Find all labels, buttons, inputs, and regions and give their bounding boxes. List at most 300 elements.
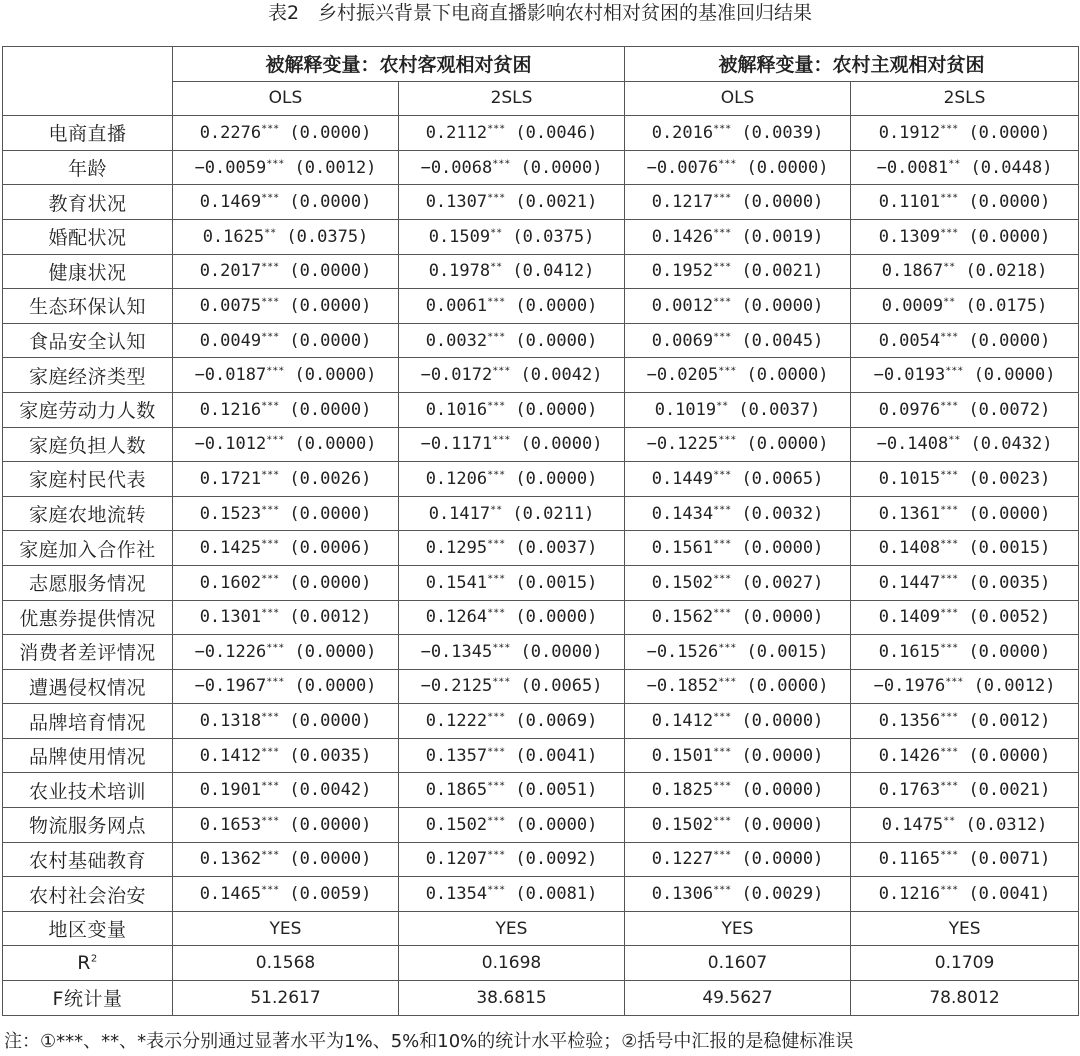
variable-name: 农村社会治安 [3, 877, 173, 912]
table-row [3, 323, 1079, 358]
coefficient-cell [625, 358, 851, 393]
significance-stars: *** [492, 676, 511, 688]
significance-stars: *** [945, 676, 964, 688]
significance-stars: *** [261, 607, 280, 619]
significance-stars: *** [487, 469, 506, 481]
coefficient-cell [851, 185, 1079, 220]
method-header: 2SLS [399, 81, 625, 116]
variable-name: 品牌培育情况 [3, 704, 173, 739]
coefficient-cell [851, 669, 1079, 704]
corner-cell [3, 47, 173, 116]
coefficient-cell [625, 150, 851, 185]
significance-stars: *** [940, 884, 959, 896]
coefficient-value: 0.0976 [878, 399, 941, 420]
standard-error: (0.0081) [515, 884, 598, 905]
significance-stars: *** [713, 330, 732, 342]
standard-error: (0.0000) [746, 365, 829, 386]
coefficient-value: 0.1502 [651, 572, 714, 593]
coefficient-value: −0.0059 [194, 157, 267, 178]
coefficient-cell [625, 877, 851, 912]
significance-stars: *** [940, 607, 959, 619]
variable-name: 品牌使用情况 [3, 738, 173, 773]
standard-error: (0.0026) [289, 468, 372, 489]
coefficient-cell [173, 219, 399, 254]
coefficient-value: −0.0172 [420, 365, 493, 386]
standard-error: (0.0035) [289, 745, 372, 766]
standard-error: (0.0432) [970, 434, 1053, 455]
summary-label [3, 981, 173, 1016]
superscript: 2 [90, 953, 98, 965]
table-row [3, 669, 1079, 704]
table-row [3, 496, 1079, 531]
significance-stars: *** [487, 884, 506, 896]
table-row [3, 808, 1079, 843]
significance-stars: *** [261, 780, 280, 792]
standard-error: (0.0000) [294, 641, 377, 662]
significance-stars: *** [713, 607, 732, 619]
coefficient-value: 0.1865 [425, 780, 488, 801]
coefficient-cell [625, 565, 851, 600]
standard-error: (0.0375) [512, 226, 595, 247]
standard-error: (0.0000) [741, 780, 824, 801]
coefficient-cell [173, 738, 399, 773]
coefficient-cell [625, 462, 851, 497]
coefficient-value: 0.0009 [881, 295, 944, 316]
standard-error: (0.0000) [515, 330, 598, 351]
significance-stars: *** [713, 573, 732, 585]
coefficient-cell [851, 773, 1079, 808]
coefficient-cell [851, 738, 1079, 773]
header-row-groups [3, 47, 1079, 82]
coefficient-cell [625, 600, 851, 635]
summary-row [3, 946, 1079, 981]
significance-stars: *** [713, 503, 732, 515]
standard-error: (0.0000) [968, 330, 1051, 351]
summary-value: 51.2617 [173, 981, 399, 1016]
summary-row [3, 911, 1079, 946]
significance-stars: *** [713, 780, 732, 792]
standard-error: (0.0000) [968, 503, 1051, 524]
significance-stars: *** [492, 642, 511, 654]
standard-error: (0.0000) [968, 226, 1051, 247]
summary-label [3, 911, 173, 946]
coefficient-value: 0.1952 [651, 261, 714, 282]
standard-error: (0.0071) [968, 849, 1051, 870]
standard-error: (0.0000) [515, 607, 598, 628]
standard-error: (0.0006) [289, 538, 372, 559]
table-row [3, 565, 1079, 600]
table-row [3, 773, 1079, 808]
coefficient-value: 0.1562 [651, 607, 714, 628]
significance-stars: ** [264, 227, 277, 239]
coefficient-value: −0.0193 [873, 365, 946, 386]
coefficient-value: 0.1357 [425, 745, 488, 766]
significance-stars: *** [940, 123, 959, 135]
coefficient-cell [625, 635, 851, 670]
variable-name: 农业技术培训 [3, 773, 173, 808]
variable-name: 消费者差评情况 [3, 635, 173, 670]
table-row [3, 600, 1079, 635]
coefficient-value: 0.1409 [878, 607, 941, 628]
significance-stars: *** [261, 296, 280, 308]
coefficient-value: −0.1226 [194, 641, 267, 662]
significance-stars: *** [487, 123, 506, 135]
method-header: 2SLS [851, 81, 1079, 116]
coefficient-value: 0.1625 [202, 226, 265, 247]
coefficient-cell [399, 565, 625, 600]
coefficient-cell [173, 531, 399, 566]
variable-name: 物流服务网点 [3, 808, 173, 843]
table-title: 表2 乡村振兴背景下电商直播影响农村相对贫困的基准回归结果 [267, 2, 813, 24]
significance-stars: *** [940, 400, 959, 412]
coefficient-value: 0.1356 [878, 711, 941, 732]
significance-stars: *** [266, 676, 285, 688]
standard-error: (0.0046) [515, 122, 598, 143]
standard-error: (0.0000) [289, 261, 372, 282]
coefficient-cell [399, 842, 625, 877]
standard-error: (0.0000) [746, 434, 829, 455]
coefficient-value: 0.1222 [425, 711, 488, 732]
standard-error: (0.0015) [746, 641, 829, 662]
significance-stars: *** [261, 746, 280, 758]
standard-error: (0.0000) [746, 157, 829, 178]
variable-name: 婚配状况 [3, 219, 173, 254]
standard-error: (0.0000) [746, 676, 829, 697]
coefficient-value: 0.2017 [199, 261, 262, 282]
summary-value: YES [851, 911, 1079, 946]
significance-stars: *** [261, 469, 280, 481]
significance-stars: *** [713, 849, 732, 861]
coefficient-value: −0.2125 [420, 676, 493, 697]
coefficient-cell [173, 116, 399, 151]
table-row [3, 877, 1079, 912]
standard-error: (0.0027) [741, 572, 824, 593]
coefficient-value: 0.0054 [878, 330, 941, 351]
coefficient-value: 0.1227 [651, 849, 714, 870]
coefficient-cell [851, 358, 1079, 393]
coefficient-value: −0.1012 [194, 434, 267, 455]
coefficient-cell [399, 392, 625, 427]
coefficient-value: 0.1469 [199, 192, 262, 213]
standard-error: (0.0000) [515, 814, 598, 835]
coefficient-value: 0.1412 [651, 711, 714, 732]
standard-error: (0.0000) [741, 745, 824, 766]
coefficient-cell [625, 323, 851, 358]
group-header-objective: 被解释变量：农村客观相对贫困 [173, 47, 625, 82]
coefficient-value: 0.1016 [425, 399, 488, 420]
significance-stars: *** [266, 365, 285, 377]
coefficient-value: −0.1526 [646, 641, 719, 662]
coefficient-cell [173, 150, 399, 185]
variable-name: 家庭农地流转 [3, 496, 173, 531]
significance-stars: *** [940, 538, 959, 550]
significance-stars: ** [490, 227, 503, 239]
standard-error: (0.0032) [741, 503, 824, 524]
coefficient-cell [399, 254, 625, 289]
standard-error: (0.0041) [968, 884, 1051, 905]
significance-stars: ** [943, 261, 956, 273]
coefficient-value: 0.1362 [199, 849, 262, 870]
coefficient-value: 0.1216 [199, 399, 262, 420]
standard-error: (0.0015) [515, 572, 598, 593]
standard-error: (0.0000) [289, 572, 372, 593]
table-row [3, 704, 1079, 739]
significance-stars: *** [940, 780, 959, 792]
significance-stars: *** [261, 503, 280, 515]
coefficient-cell [625, 254, 851, 289]
variable-name: 遭遇侵权情况 [3, 669, 173, 704]
coefficient-cell [399, 600, 625, 635]
coefficient-cell [399, 877, 625, 912]
coefficient-value: 0.1019 [654, 399, 717, 420]
significance-stars: *** [713, 192, 732, 204]
coefficient-value: 0.1653 [199, 814, 262, 835]
significance-stars: *** [940, 469, 959, 481]
variable-name: 电商直播 [3, 116, 173, 151]
standard-error: (0.0211) [512, 503, 595, 524]
coefficient-value: 0.1426 [651, 226, 714, 247]
coefficient-cell [399, 704, 625, 739]
significance-stars: *** [713, 815, 732, 827]
regression-table [2, 46, 1079, 1016]
significance-stars: *** [940, 711, 959, 723]
significance-stars: *** [261, 538, 280, 550]
coefficient-value: −0.1408 [876, 434, 949, 455]
summary-value: 0.1607 [625, 946, 851, 981]
coefficient-cell [399, 185, 625, 220]
coefficient-value: 0.1101 [878, 192, 941, 213]
coefficient-cell [625, 669, 851, 704]
standard-error: (0.0012) [289, 607, 372, 628]
significance-stars: *** [718, 434, 737, 446]
coefficient-cell [851, 635, 1079, 670]
significance-stars: *** [945, 365, 964, 377]
variable-name: 年龄 [3, 150, 173, 185]
standard-error: (0.0000) [968, 641, 1051, 662]
significance-stars: *** [487, 192, 506, 204]
coefficient-cell [851, 150, 1079, 185]
coefficient-cell [399, 427, 625, 462]
coefficient-value: −0.0076 [646, 157, 719, 178]
coefficient-cell [625, 219, 851, 254]
significance-stars: ** [948, 434, 961, 446]
coefficient-cell [399, 289, 625, 324]
coefficient-cell [399, 150, 625, 185]
significance-stars: *** [487, 780, 506, 792]
standard-error: (0.0021) [968, 780, 1051, 801]
coefficient-cell [851, 704, 1079, 739]
coefficient-cell [399, 496, 625, 531]
coefficient-cell [851, 808, 1079, 843]
coefficient-cell [173, 289, 399, 324]
coefficient-cell [851, 323, 1079, 358]
standard-error: (0.0000) [289, 192, 372, 213]
significance-stars: *** [492, 365, 511, 377]
variable-name: 家庭劳动力人数 [3, 392, 173, 427]
significance-stars: *** [713, 469, 732, 481]
summary-label-text: R [77, 952, 91, 975]
coefficient-cell [851, 600, 1079, 635]
table-row [3, 427, 1079, 462]
significance-stars: *** [940, 192, 959, 204]
coefficient-value: 0.1978 [428, 261, 491, 282]
coefficient-value: 0.1309 [878, 226, 941, 247]
coefficient-cell [173, 704, 399, 739]
significance-stars: *** [713, 296, 732, 308]
coefficient-value: 0.1541 [425, 572, 488, 593]
coefficient-cell [851, 877, 1079, 912]
coefficient-cell [173, 496, 399, 531]
coefficient-cell [173, 185, 399, 220]
coefficient-value: 0.1426 [878, 745, 941, 766]
coefficient-value: 0.1306 [651, 884, 714, 905]
significance-stars: *** [713, 261, 732, 273]
standard-error: (0.0012) [968, 711, 1051, 732]
coefficient-value: −0.1171 [420, 434, 493, 455]
coefficient-cell [851, 289, 1079, 324]
summary-value: 0.1709 [851, 946, 1079, 981]
standard-error: (0.0000) [741, 814, 824, 835]
significance-stars: *** [487, 538, 506, 550]
standard-error: (0.0037) [515, 538, 598, 559]
variable-name: 家庭负担人数 [3, 427, 173, 462]
coefficient-cell [625, 704, 851, 739]
coefficient-cell [173, 392, 399, 427]
coefficient-value: 0.1264 [425, 607, 488, 628]
summary-value: 38.6815 [399, 981, 625, 1016]
coefficient-cell [625, 773, 851, 808]
coefficient-cell [399, 773, 625, 808]
coefficient-value: 0.1465 [199, 884, 262, 905]
standard-error: (0.0000) [294, 676, 377, 697]
coefficient-cell [625, 185, 851, 220]
table-row [3, 635, 1079, 670]
significance-stars: *** [713, 538, 732, 550]
coefficient-cell [399, 323, 625, 358]
standard-error: (0.0000) [741, 295, 824, 316]
standard-error: (0.0218) [965, 261, 1048, 282]
significance-stars: ** [490, 261, 503, 273]
coefficient-cell [851, 427, 1079, 462]
summary-value: YES [399, 911, 625, 946]
summary-label-text: 地区变量 [48, 919, 127, 942]
standard-error: (0.0072) [968, 399, 1051, 420]
coefficient-cell [173, 427, 399, 462]
coefficient-cell [851, 531, 1079, 566]
coefficient-cell [173, 600, 399, 635]
significance-stars: *** [940, 849, 959, 861]
coefficient-value: 0.1354 [425, 884, 488, 905]
summary-value: 49.5627 [625, 981, 851, 1016]
standard-error: (0.0000) [289, 295, 372, 316]
standard-error: (0.0448) [970, 157, 1053, 178]
coefficient-cell [399, 669, 625, 704]
significance-stars: *** [718, 642, 737, 654]
coefficient-value: 0.1615 [878, 641, 941, 662]
variable-name: 家庭村民代表 [3, 462, 173, 497]
significance-stars: *** [713, 123, 732, 135]
coefficient-cell [173, 323, 399, 358]
coefficient-value: 0.2016 [651, 122, 714, 143]
standard-error: (0.0042) [289, 780, 372, 801]
significance-stars: *** [487, 607, 506, 619]
standard-error: (0.0175) [965, 295, 1048, 316]
coefficient-value: 0.1434 [651, 503, 714, 524]
variable-name: 志愿服务情况 [3, 565, 173, 600]
coefficient-value: 0.1447 [878, 572, 941, 593]
variable-name: 优惠券提供情况 [3, 600, 173, 635]
significance-stars: *** [487, 711, 506, 723]
standard-error: (0.0000) [289, 503, 372, 524]
significance-stars: *** [713, 746, 732, 758]
variable-name: 食品安全认知 [3, 323, 173, 358]
significance-stars: *** [492, 434, 511, 446]
variable-name: 健康状况 [3, 254, 173, 289]
table-row [3, 116, 1079, 151]
significance-stars: *** [261, 330, 280, 342]
significance-stars: ** [716, 400, 729, 412]
significance-stars: *** [261, 261, 280, 273]
standard-error: (0.0000) [289, 399, 372, 420]
coefficient-cell [625, 842, 851, 877]
standard-error: (0.0021) [515, 192, 598, 213]
coefficient-value: −0.0187 [194, 365, 267, 386]
significance-stars: *** [261, 123, 280, 135]
coefficient-value: 0.1295 [425, 538, 488, 559]
standard-error: (0.0000) [741, 192, 824, 213]
coefficient-value: 0.1502 [425, 814, 488, 835]
group-header-subjective: 被解释变量：农村主观相对贫困 [625, 47, 1079, 82]
standard-error: (0.0029) [741, 884, 824, 905]
standard-error: (0.0000) [289, 849, 372, 870]
coefficient-value: 0.1721 [199, 468, 262, 489]
significance-stars: *** [487, 815, 506, 827]
summary-value: YES [625, 911, 851, 946]
standard-error: (0.0000) [289, 122, 372, 143]
standard-error: (0.0000) [294, 365, 377, 386]
standard-error: (0.0000) [741, 538, 824, 559]
coefficient-cell [173, 877, 399, 912]
standard-error: (0.0000) [741, 711, 824, 732]
coefficient-value: 0.0075 [199, 295, 262, 316]
standard-error: (0.0012) [973, 676, 1056, 697]
table-row [3, 150, 1079, 185]
table-row [3, 358, 1079, 393]
coefficient-cell [851, 219, 1079, 254]
coefficient-cell [625, 116, 851, 151]
coefficient-cell [851, 842, 1079, 877]
significance-stars: *** [940, 642, 959, 654]
coefficient-value: −0.0205 [646, 365, 719, 386]
coefficient-cell [173, 462, 399, 497]
summary-value: 78.8012 [851, 981, 1079, 1016]
significance-stars: *** [261, 573, 280, 585]
significance-stars: *** [713, 884, 732, 896]
standard-error: (0.0000) [289, 330, 372, 351]
coefficient-cell [399, 116, 625, 151]
coefficient-cell [625, 392, 851, 427]
method-header: OLS [173, 81, 399, 116]
significance-stars: *** [487, 400, 506, 412]
table-row [3, 738, 1079, 773]
standard-error: (0.0051) [515, 780, 598, 801]
standard-error: (0.0000) [520, 434, 603, 455]
standard-error: (0.0000) [520, 641, 603, 662]
variable-name: 农村基础教育 [3, 842, 173, 877]
significance-stars: *** [718, 676, 737, 688]
standard-error: (0.0039) [741, 122, 824, 143]
significance-stars: *** [487, 573, 506, 585]
